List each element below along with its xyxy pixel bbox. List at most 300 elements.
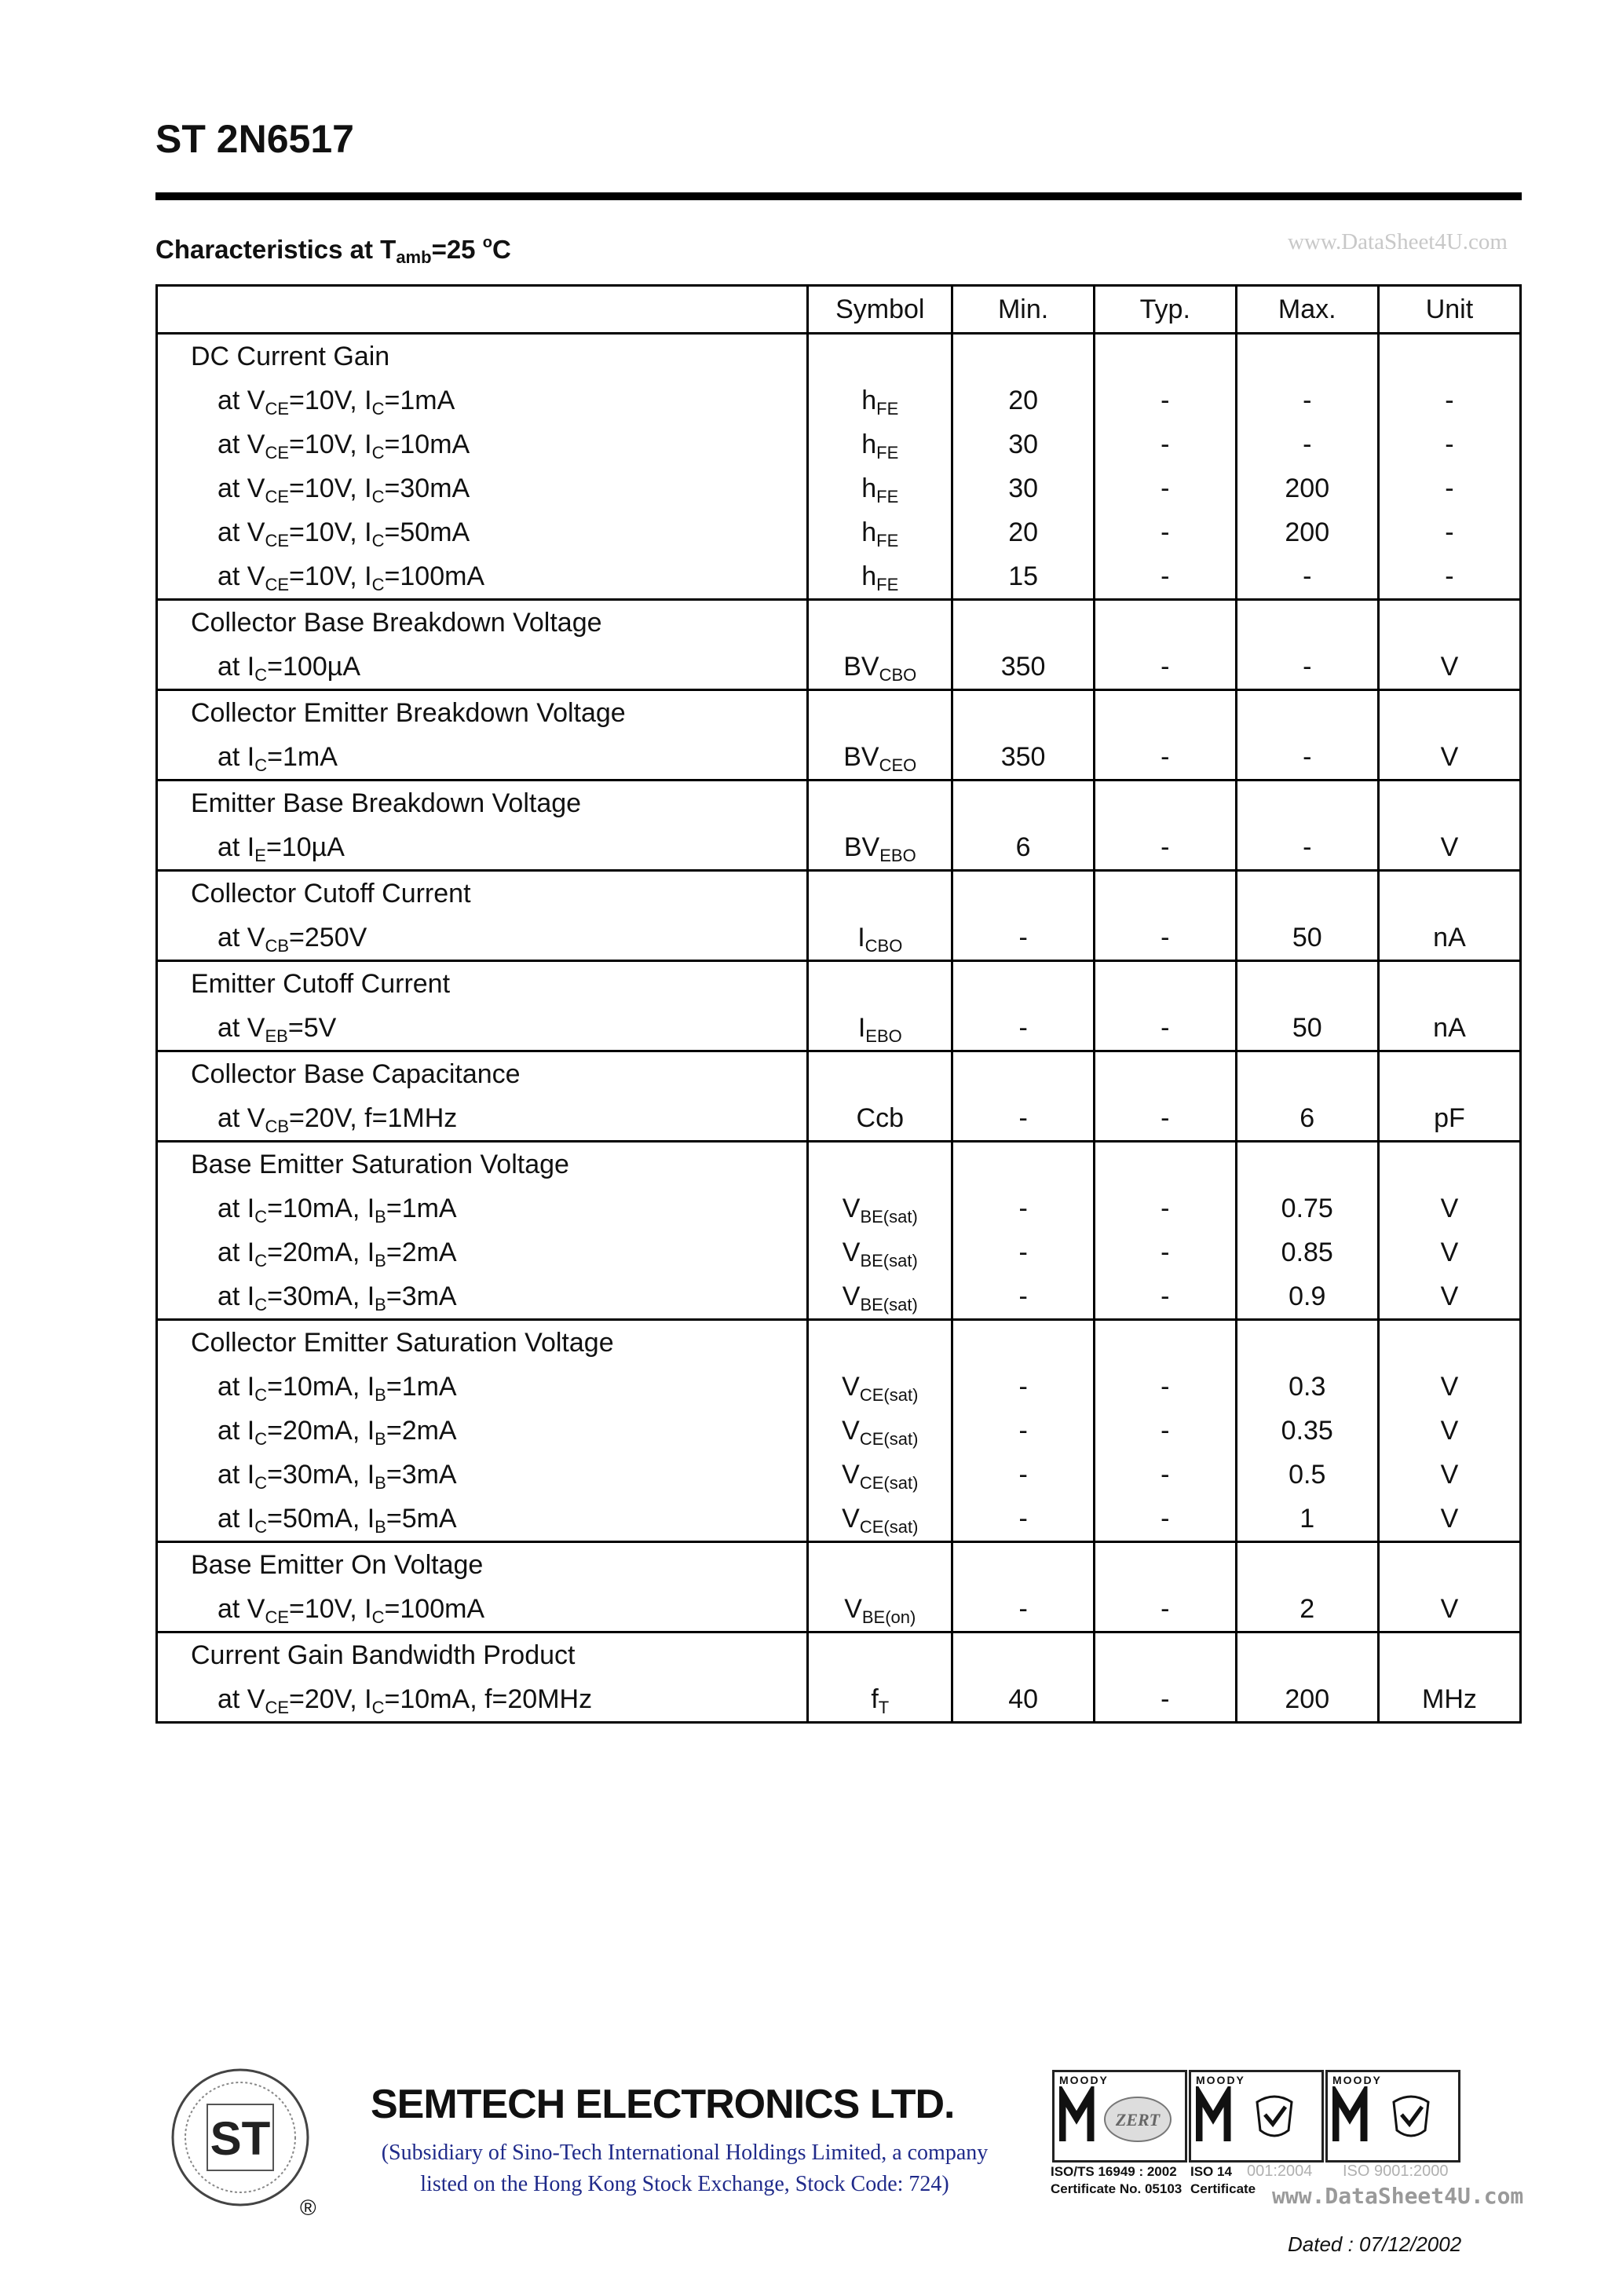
condition-text: =30mA, I — [267, 1281, 375, 1311]
group-title-row — [157, 1051, 1521, 1097]
param-name: Collector Emitter Breakdown Voltage — [157, 690, 808, 736]
param-group — [157, 690, 1521, 781]
group-title-row — [157, 871, 1521, 916]
empty-cell — [952, 1542, 1095, 1588]
min-value: 350 — [952, 645, 1095, 690]
test-condition — [157, 1006, 808, 1051]
param-name: Current Gain Bandwidth Product — [157, 1632, 808, 1678]
empty-cell — [1236, 1051, 1378, 1097]
max-value: 2 — [1236, 1587, 1378, 1632]
condition-subscript: CE — [265, 574, 290, 594]
param-group — [157, 1320, 1521, 1542]
symbol-main: h — [861, 517, 877, 547]
symbol-cell — [808, 1096, 952, 1142]
empty-cell — [1094, 600, 1236, 645]
test-condition — [157, 466, 808, 510]
param-name: Base Emitter Saturation Voltage — [157, 1142, 808, 1187]
symbol-cell — [808, 422, 952, 466]
symbol-main: V — [842, 1415, 860, 1446]
empty-cell — [808, 1051, 952, 1097]
unit-value: V — [1378, 1274, 1520, 1320]
empty-cell — [1378, 1542, 1520, 1588]
page-title: ST 2N6517 — [155, 117, 354, 161]
param-group — [157, 1051, 1521, 1142]
empty-cell — [808, 690, 952, 736]
condition-text: =1mA — [384, 385, 455, 415]
symbol-main: V — [842, 1237, 861, 1267]
condition-subscript: CE — [265, 530, 290, 550]
group-title-row — [157, 1320, 1521, 1366]
typ-value: - — [1094, 825, 1236, 871]
group-title-row — [157, 1632, 1521, 1678]
badge-label-1: MOODY — [1059, 2074, 1109, 2086]
param-name: Emitter Base Breakdown Voltage — [157, 781, 808, 826]
table-row — [157, 1365, 1521, 1409]
symbol-cell — [808, 1365, 952, 1409]
condition-text: at I — [217, 1193, 255, 1223]
empty-cell — [1094, 1542, 1236, 1588]
svg-text:ZERT: ZERT — [1115, 2110, 1161, 2130]
param-group — [157, 871, 1521, 961]
symbol-main: BV — [843, 832, 880, 862]
condition-text: at V — [217, 561, 265, 591]
min-value: - — [952, 1006, 1095, 1051]
watermark-bottom: www.DataSheet4U.com — [1272, 2183, 1524, 2209]
symbol-cell — [808, 916, 952, 961]
condition-text: =10V, I — [289, 561, 372, 591]
test-condition — [157, 1274, 808, 1320]
empty-cell — [1378, 690, 1520, 736]
max-value: 0.9 — [1236, 1274, 1378, 1320]
typ-value: - — [1094, 1497, 1236, 1542]
unit-value: V — [1378, 735, 1520, 781]
test-condition — [157, 825, 808, 871]
symbol-main: h — [861, 473, 877, 503]
empty-cell — [1236, 1632, 1378, 1678]
col-header-max: Max. — [1236, 286, 1378, 334]
condition-text: =20V, f=1MHz — [289, 1102, 458, 1133]
symbol-cell — [808, 735, 952, 781]
condition-text: =100mA — [384, 1593, 485, 1624]
table-row — [157, 1453, 1521, 1497]
empty-cell — [1378, 334, 1520, 379]
table-row — [157, 825, 1521, 871]
min-value: 6 — [952, 825, 1095, 871]
test-condition — [157, 1497, 808, 1542]
symbol-subscript: FE — [876, 442, 899, 462]
section-mid: =25 — [431, 235, 483, 264]
symbol-subscript: CEO — [879, 755, 917, 775]
typ-value: - — [1094, 1409, 1236, 1453]
empty-cell — [808, 1142, 952, 1187]
empty-cell — [1378, 1142, 1520, 1187]
col-header-symbol: Symbol — [808, 286, 952, 334]
condition-subscript: C — [254, 1250, 268, 1270]
condition-text: =10µA — [265, 832, 345, 862]
param-name: Collector Cutoff Current — [157, 871, 808, 916]
cert-badge-ukas-1 — [1189, 2070, 1324, 2163]
symbol-main: f — [871, 1684, 879, 1714]
unit-value: V — [1378, 1230, 1520, 1274]
section-suffix: C — [492, 235, 511, 264]
condition-text: at I — [217, 651, 255, 682]
condition-subscript: C — [254, 1206, 268, 1227]
symbol-cell — [808, 1497, 952, 1542]
empty-cell — [808, 1542, 952, 1588]
table-row — [157, 510, 1521, 554]
empty-cell — [808, 334, 952, 379]
table-row — [157, 1677, 1521, 1723]
condition-text: =1mA — [386, 1371, 457, 1402]
symbol-subscript: T — [878, 1697, 890, 1717]
cert1-line-2: Certificate No. 05103 — [1051, 2181, 1183, 2196]
min-value: 20 — [952, 378, 1095, 422]
test-condition — [157, 554, 808, 600]
badge-label-2: MOODY — [1196, 2074, 1245, 2086]
min-value: - — [952, 1409, 1095, 1453]
condition-text: at I — [217, 1459, 255, 1490]
table-row — [157, 1409, 1521, 1453]
empty-cell — [1236, 1320, 1378, 1366]
param-name: Collector Base Breakdown Voltage — [157, 600, 808, 645]
condition-subscript: CE — [265, 442, 290, 462]
empty-cell — [1378, 1051, 1520, 1097]
company-name: SEMTECH ELECTRONICS LTD. — [371, 2082, 955, 2127]
section-prefix: Characteristics at T — [155, 235, 397, 264]
condition-subscript: C — [254, 664, 268, 685]
table-row — [157, 645, 1521, 690]
condition-subscript: C — [371, 530, 385, 550]
characteristics-table — [155, 284, 1522, 1724]
symbol-subscript: CBO — [865, 935, 903, 956]
param-group — [157, 600, 1521, 690]
param-name: Collector Emitter Saturation Voltage — [157, 1320, 808, 1366]
condition-text: =30mA, I — [267, 1459, 375, 1490]
condition-text: at V — [217, 429, 265, 459]
min-value: - — [952, 1186, 1095, 1230]
table-row — [157, 735, 1521, 781]
min-value: - — [952, 1497, 1095, 1542]
condition-subscript: CB — [265, 935, 290, 956]
symbol-cell — [808, 1274, 952, 1320]
symbol-subscript: BE(sat) — [860, 1250, 918, 1270]
section-sup: o — [482, 234, 492, 251]
condition-subscript: CE — [265, 398, 290, 419]
symbol-cell — [808, 1006, 952, 1051]
iso-faint-1: 001:2004 — [1247, 2163, 1313, 2180]
cert1-line-1: ISO/TS 16949 : 2002 — [1051, 2164, 1177, 2179]
condition-text: =10V, I — [289, 429, 372, 459]
test-condition — [157, 1587, 808, 1632]
condition-text: =1mA — [386, 1193, 457, 1223]
empty-cell — [1094, 1632, 1236, 1678]
test-condition — [157, 1186, 808, 1230]
condition-subscript: C — [371, 1607, 385, 1627]
test-condition — [157, 1096, 808, 1142]
condition-subscript: CE — [265, 1697, 290, 1717]
condition-subscript: CE — [265, 1607, 290, 1627]
max-value: 0.5 — [1236, 1453, 1378, 1497]
unit-value: V — [1378, 1497, 1520, 1542]
condition-text: at I — [217, 1281, 255, 1311]
empty-cell — [1236, 1542, 1378, 1588]
empty-cell — [1094, 961, 1236, 1007]
min-value: 15 — [952, 554, 1095, 600]
typ-value: - — [1094, 1006, 1236, 1051]
param-name: Base Emitter On Voltage — [157, 1542, 808, 1588]
symbol-main: BV — [843, 651, 879, 682]
typ-value: - — [1094, 1453, 1236, 1497]
empty-cell — [1094, 334, 1236, 379]
max-value: 50 — [1236, 1006, 1378, 1051]
condition-subscript: B — [375, 1384, 386, 1405]
title-rule — [155, 192, 1522, 200]
test-condition — [157, 422, 808, 466]
unit-value: - — [1378, 466, 1520, 510]
empty-cell — [1378, 1320, 1520, 1366]
cert-badge-ukas-2 — [1325, 2070, 1460, 2163]
param-group — [157, 334, 1521, 600]
semtech-logo — [170, 2067, 311, 2208]
min-value: 40 — [952, 1677, 1095, 1723]
min-value: 350 — [952, 735, 1095, 781]
test-condition — [157, 645, 808, 690]
condition-text: =10V, I — [289, 385, 372, 415]
condition-text: =20mA, I — [267, 1237, 375, 1267]
condition-subscript: B — [375, 1472, 386, 1493]
condition-subscript: C — [371, 486, 385, 506]
condition-text: =10mA — [384, 429, 470, 459]
dated-label: Dated : 07/12/2002 — [1288, 2232, 1462, 2256]
unit-value: nA — [1378, 1006, 1520, 1051]
table-row — [157, 422, 1521, 466]
condition-text: =250V — [289, 922, 367, 952]
condition-text: at V — [217, 1593, 265, 1624]
symbol-main: Ccb — [856, 1102, 904, 1133]
typ-value: - — [1094, 1365, 1236, 1409]
condition-text: at V — [217, 1102, 265, 1133]
unit-value: pF — [1378, 1096, 1520, 1142]
typ-value: - — [1094, 916, 1236, 961]
empty-cell — [1236, 871, 1378, 916]
condition-subscript: B — [375, 1250, 386, 1270]
max-value: 0.75 — [1236, 1186, 1378, 1230]
condition-text: at V — [217, 517, 265, 547]
symbol-subscript: EBO — [879, 845, 916, 865]
empty-cell — [1236, 961, 1378, 1007]
unit-value: - — [1378, 510, 1520, 554]
condition-text: =100mA — [384, 561, 485, 591]
max-value: 1 — [1236, 1497, 1378, 1542]
max-value: 200 — [1236, 1677, 1378, 1723]
min-value: - — [952, 1453, 1095, 1497]
condition-text: at V — [217, 473, 265, 503]
symbol-main: h — [861, 385, 877, 415]
symbol-cell — [808, 1409, 952, 1453]
min-value: - — [952, 916, 1095, 961]
group-title-row — [157, 1142, 1521, 1187]
max-value: - — [1236, 825, 1378, 871]
symbol-subscript: FE — [876, 398, 899, 419]
condition-subscript: C — [254, 1294, 268, 1314]
typ-value: - — [1094, 466, 1236, 510]
registered-mark: ® — [300, 2195, 316, 2220]
typ-value: - — [1094, 1677, 1236, 1723]
symbol-subscript: FE — [876, 486, 899, 506]
condition-subscript: C — [371, 442, 385, 462]
symbol-subscript: EBO — [865, 1026, 902, 1046]
min-value: 30 — [952, 466, 1095, 510]
table-row — [157, 554, 1521, 600]
iso-faint-2: ISO 9001:2000 — [1343, 2163, 1449, 2180]
empty-cell — [952, 961, 1095, 1007]
param-group — [157, 961, 1521, 1051]
cert2-line-2: Certificate — [1190, 2181, 1256, 2196]
empty-cell — [952, 334, 1095, 379]
symbol-main: h — [861, 561, 877, 591]
condition-subscript: CE — [265, 486, 290, 506]
max-value: 200 — [1236, 510, 1378, 554]
col-header-unit: Unit — [1378, 286, 1520, 334]
max-value: 50 — [1236, 916, 1378, 961]
typ-value: - — [1094, 735, 1236, 781]
condition-text: at I — [217, 741, 255, 772]
table-row — [157, 1096, 1521, 1142]
condition-text: at I — [217, 1503, 255, 1534]
param-name: DC Current Gain — [157, 334, 808, 379]
test-condition — [157, 1677, 808, 1723]
unit-value: V — [1378, 645, 1520, 690]
empty-cell — [808, 781, 952, 826]
empty-cell — [808, 871, 952, 916]
col-header-typ: Typ. — [1094, 286, 1236, 334]
param-name: Emitter Cutoff Current — [157, 961, 808, 1007]
symbol-cell — [808, 466, 952, 510]
condition-text: =2mA — [386, 1237, 457, 1267]
typ-value: - — [1094, 645, 1236, 690]
empty-cell — [1094, 1051, 1236, 1097]
symbol-cell — [808, 1186, 952, 1230]
min-value: - — [952, 1587, 1095, 1632]
symbol-cell — [808, 1230, 952, 1274]
subsidiary-line-2: listed on the Hong Kong Stock Exchange, Stock Code: 724) — [420, 2172, 949, 2196]
max-value: 0.35 — [1236, 1409, 1378, 1453]
condition-text: =2mA — [386, 1415, 457, 1446]
empty-cell — [1094, 871, 1236, 916]
empty-cell — [1236, 781, 1378, 826]
typ-value: - — [1094, 1230, 1236, 1274]
empty-cell — [1094, 690, 1236, 736]
table-header-row — [157, 286, 1521, 334]
empty-cell — [952, 1632, 1095, 1678]
table-row — [157, 1230, 1521, 1274]
col-header-parameter — [157, 286, 808, 334]
min-value: - — [952, 1230, 1095, 1274]
watermark-top: www.DataSheet4U.com — [1288, 229, 1508, 254]
condition-text: =3mA — [386, 1459, 457, 1490]
group-title-row — [157, 961, 1521, 1007]
condition-subscript: C — [254, 755, 268, 775]
condition-subscript: E — [254, 845, 266, 865]
symbol-main: BV — [843, 741, 879, 772]
unit-value: MHz — [1378, 1677, 1520, 1723]
table-row — [157, 378, 1521, 422]
unit-value: V — [1378, 1587, 1520, 1632]
test-condition — [157, 1409, 808, 1453]
condition-text: at I — [217, 1371, 255, 1402]
max-value: - — [1236, 422, 1378, 466]
param-group — [157, 1632, 1521, 1723]
symbol-cell — [808, 1677, 952, 1723]
unit-value: nA — [1378, 916, 1520, 961]
empty-cell — [1378, 1632, 1520, 1678]
max-value: - — [1236, 554, 1378, 600]
param-group — [157, 1142, 1521, 1320]
param-name: Collector Base Capacitance — [157, 1051, 808, 1097]
min-value: 20 — [952, 510, 1095, 554]
typ-value: - — [1094, 554, 1236, 600]
max-value: - — [1236, 735, 1378, 781]
max-value: 200 — [1236, 466, 1378, 510]
condition-text: =50mA — [384, 517, 470, 547]
empty-cell — [1094, 1320, 1236, 1366]
param-group — [157, 1542, 1521, 1632]
empty-cell — [952, 1142, 1095, 1187]
table-row — [157, 1497, 1521, 1542]
empty-cell — [1378, 961, 1520, 1007]
symbol-subscript: CBO — [879, 664, 917, 685]
symbol-cell — [808, 1453, 952, 1497]
symbol-subscript: FE — [876, 574, 899, 594]
symbol-cell — [808, 378, 952, 422]
condition-subscript: B — [375, 1516, 386, 1537]
symbol-cell — [808, 645, 952, 690]
condition-text: at V — [217, 1012, 265, 1043]
empty-cell — [1236, 334, 1378, 379]
condition-subscript: C — [254, 1472, 268, 1493]
group-title-row — [157, 781, 1521, 826]
condition-subscript: C — [254, 1428, 268, 1449]
typ-value: - — [1094, 1274, 1236, 1320]
empty-cell — [952, 1051, 1095, 1097]
col-header-min: Min. — [952, 286, 1095, 334]
condition-text: =3mA — [386, 1281, 457, 1311]
symbol-main: I — [857, 1012, 866, 1043]
condition-text: =10mA, I — [267, 1371, 375, 1402]
condition-subscript: B — [375, 1428, 386, 1449]
empty-cell — [808, 961, 952, 1007]
condition-subscript: B — [375, 1206, 386, 1227]
min-value: - — [952, 1274, 1095, 1320]
condition-text: at I — [217, 1415, 255, 1446]
empty-cell — [1236, 1142, 1378, 1187]
min-value: 30 — [952, 422, 1095, 466]
empty-cell — [952, 600, 1095, 645]
condition-text: =5V — [287, 1012, 337, 1043]
table-row — [157, 1587, 1521, 1632]
cert-badge-iqnet — [1052, 2070, 1187, 2163]
group-title-row — [157, 600, 1521, 645]
condition-text: =10V, I — [289, 473, 372, 503]
empty-cell — [1094, 1142, 1236, 1187]
max-value: 0.85 — [1236, 1230, 1378, 1274]
typ-value: - — [1094, 510, 1236, 554]
symbol-cell — [808, 1587, 952, 1632]
symbol-main: I — [857, 922, 865, 952]
condition-subscript: C — [371, 1697, 385, 1717]
symbol-main: h — [861, 429, 877, 459]
symbol-subscript: BE(sat) — [860, 1206, 918, 1227]
